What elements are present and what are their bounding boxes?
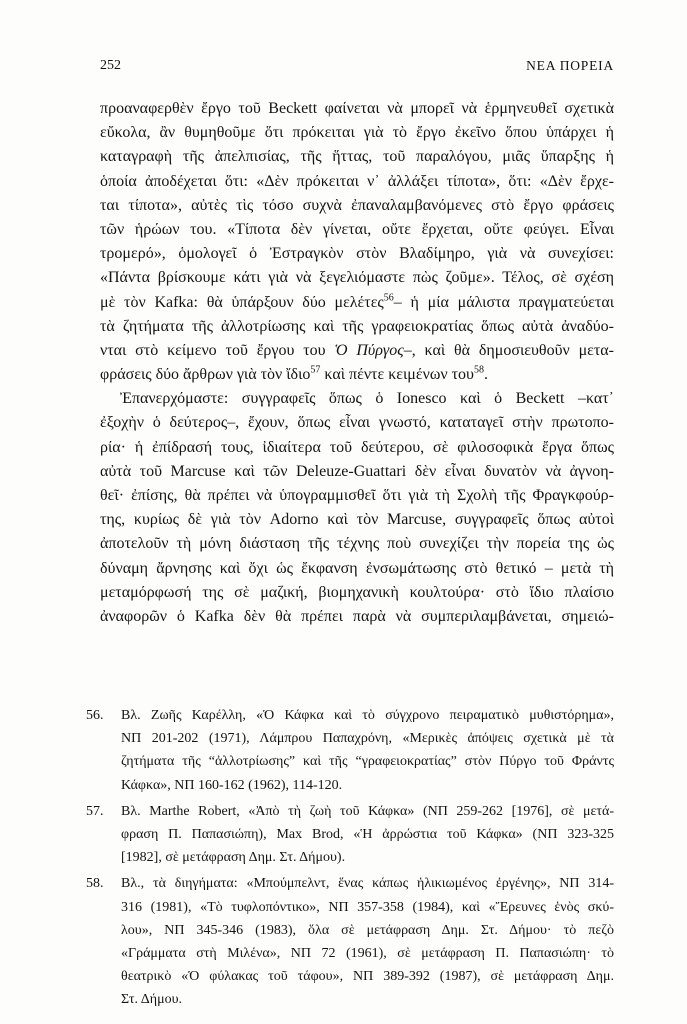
footnote-ref-56[interactable]: 56 bbox=[383, 292, 394, 304]
body-line: τὰ ζητήματα τῆς ἀλλοτρίωσης καὶ τῆς γραφειοκρατίας ὅπως αὐτὰ ἀναδύο- bbox=[100, 317, 614, 335]
footnote-57 bbox=[86, 800, 614, 870]
body-line: ἀποτελοῦν τὴ μόνη διάσταση τῆς τέχνης ποὺ συνεχίζει τὴν πορεία της ὡς bbox=[100, 535, 614, 553]
body-line: Ἐπανερχόμαστε: συγγραφεῖς ὅπως ὁ Ionesco καὶ ὁ Beckett –κατ᾽ bbox=[120, 390, 614, 408]
body-text-run: –, καὶ θὰ δημοσιευθοῦν μετα- bbox=[403, 341, 614, 359]
footnote-line: «Γράμματα στὴ Μιλένα», ΝΠ 72 (1961), σὲ μετάφραση Π. Παπασιώπη· τὸ bbox=[121, 945, 614, 961]
footnote-ref-57[interactable]: 57 bbox=[310, 364, 321, 376]
body-text-run: καὶ πέντε κειμένων του bbox=[320, 366, 474, 384]
footnote-line: Βλ. Ζωῆς Καρέλλη, «Ὁ Κάφκα καὶ τὸ σύγχρονο πειραματικὸ μυθιστόρημα», bbox=[121, 708, 614, 723]
work-title: Ὁ Πύργος bbox=[334, 341, 404, 359]
body-line: προαναφερθὲν ἔργο τοῦ Beckett φαίνεται νὰ μπορεῖ νὰ ἑρμηνευθεῖ σχετικὰ bbox=[100, 100, 614, 117]
body-line bbox=[100, 339, 614, 363]
footnote-line: [1982], σὲ μετάφραση Δημ. Στ. Δήμου). bbox=[121, 850, 346, 866]
body-line: ὁποία ἀποδέχεται ὅτι: «Δὲν πρόκειται ν᾽ ἀλλάξει τίποτα», ὅτι: «Δὲν ἔρχε- bbox=[100, 172, 614, 190]
body-line: εὔκολα, ἂν θυμηθοῦμε ὅτι πρόκειται γιὰ τὸ ἔργο ἐκεῖνο ὅπου ὑπάρχει ἡ bbox=[100, 124, 614, 142]
body-line: αὐτὰ τοῦ Marcuse καὶ τῶν Deleuze-Guattari δὲν εἶναι δυνατὸν νὰ ἀγνοη- bbox=[100, 462, 614, 480]
footnote-line: θεατρικὸ «Ὁ φύλακας τοῦ τάφου», ΝΠ 389-392 (1987), σὲ μετάφραση Δημ. bbox=[121, 969, 614, 985]
page-number: 252 bbox=[100, 58, 121, 73]
body-text-run: φράσεις δύο ἄρθρων γιὰ τὸν ἴδιο bbox=[100, 366, 311, 384]
body-line: θεῖ· ἐπίσης, θὰ πρέπει νὰ ὑπογραμμισθεῖ ὅτι γιὰ τὴ Σχολὴ τῆς Φραγκφούρ- bbox=[100, 487, 614, 504]
body-text-run: . bbox=[483, 366, 488, 384]
body-line: «Πάντα βρίσκουμε κάτι γιὰ νὰ ξεγελιόμαστε πὼς ζοῦμε». Τέλος, σὲ σχέση bbox=[100, 269, 614, 287]
body-line bbox=[100, 363, 614, 387]
body-line bbox=[100, 291, 614, 315]
footnote-line: ΝΠ 201-202 (1971), Λάμπρου Παπαχρόνη, «Μερικὲς ἀπόψεις σχετικὰ μὲ τὰ bbox=[121, 731, 614, 747]
running-head: ΝΕΑ ΠΟΡΕΙΑ bbox=[526, 58, 614, 73]
body-line: της, κυρίως δὲ γιὰ τὸν Adorno καὶ τὸν Marcuse, συγγραφεῖς ὅπως αὐτοὶ bbox=[100, 511, 614, 529]
body-line: τρομερό», ὁμολογεῖ ὁ Ἐστραγκὸν στὸν Βλαδίμηρο, γιὰ νὰ συνεχίσει: bbox=[100, 245, 614, 263]
body-line: ἐξοχὴν ὁ δεύτερος–, ἔχουν, ὅπως εἶναι γνωστό, καταταγεῖ στὴν πρωτοπο- bbox=[100, 414, 614, 432]
footnote-line: Κάφκα», ΝΠ 160-162 (1962), 114-120. bbox=[121, 777, 343, 793]
body-line: μεταμόρφωσή της σὲ μαζική, βιομηχανικὴ κουλτούρα· στὸ ἴδιο πλαίσιο bbox=[100, 583, 614, 601]
body-text-run: νται στὸ κείμενο τοῦ ἔργου του bbox=[100, 341, 335, 359]
footnotes bbox=[86, 704, 614, 1014]
footnote-line: Βλ. Marthe Robert, «Ἀπὸ τὴ ζωὴ τοῦ Κάφκα» (ΝΠ 259-262 [1976], σὲ μετά- bbox=[121, 803, 614, 819]
footnote-number: 57. bbox=[86, 803, 104, 819]
footnote-line: Βλ., τὰ διηγήματα: «Μπούμπελντ, ἕνας κάπως ἡλικιωμένος ἐργένης», ΝΠ 314- bbox=[121, 876, 614, 892]
footnote-ref-58[interactable]: 58 bbox=[473, 364, 484, 376]
body-line: δύναμη ἄρνησης καὶ ὄχι ὡς ἔκφανση ἐνσωμάτωσης στὸ θετικό – μετὰ τὴ bbox=[100, 559, 614, 577]
footnote-number: 58. bbox=[86, 876, 104, 892]
footnote-line: φραση Π. Παπασιώπη), Max Brod, «Ἡ ἀρρώστια τοῦ Κάφκα» (ΝΠ 323-325 bbox=[121, 826, 614, 842]
footnote-line: Στ. Δήμου. bbox=[121, 992, 183, 1008]
body-line: καταγραφὴ τῆς ἀπελπισίας, τῆς ἥττας, τοῦ παραλόγου, μιᾶς ὕπαρξης ἡ bbox=[100, 148, 614, 166]
footnote-line: 316 (1981), «Τὸ τυφλοπόντικο», ΝΠ 357-358 (1984), καὶ «Ἔρευνες ἑνὸς σκύ- bbox=[121, 899, 614, 915]
body-line: τῶν ἡρώων του. «Τίποτα δὲν γίνεται, οὔτε ἔρχεται, οὔτε φεύγει. Εἶναι bbox=[100, 220, 614, 238]
footnote-line: λου», ΝΠ 345-346 (1983), ὅλα σὲ μετάφραση Δημ. Στ. Δήμου· τὸ πεζὸ bbox=[121, 922, 614, 938]
footnote-56 bbox=[86, 704, 614, 797]
footnote-line: ζητήματα τῆς “ἀλλοτρίωσης” καὶ τῆς “γραφειοκρατίας” στὸν Πύργο τοῦ Φράντς bbox=[121, 754, 614, 770]
footnote-number: 56. bbox=[86, 708, 104, 723]
body-text-run: – ἡ μία μάλιστα πραγματεύεται bbox=[393, 293, 614, 311]
body-line: ται τίποτα», αὐτὲς τὶς τόσο συχνὰ ἐπαναλαμβανόμενες στὸ ἔργο φράσεις bbox=[100, 196, 614, 214]
body-text bbox=[100, 97, 614, 629]
page-header bbox=[100, 58, 614, 78]
body-line: ρία· ἡ ἐπίδρασή τους, ἰδιαίτερα τοῦ δεύτερου, σὲ φιλοσοφικὰ ἔργα ὅπως bbox=[100, 438, 614, 456]
body-text-run: μὲ τὸν Kafka: θὰ ὑπάρξουν δύο μελέτες bbox=[100, 293, 384, 311]
body-line: ἀναφορῶν ὁ Kafka δὲν θὰ πρέπει παρὰ νὰ συμπεριλαμβάνεται, σημειώ- bbox=[100, 607, 614, 625]
footnote-58 bbox=[86, 872, 614, 1011]
